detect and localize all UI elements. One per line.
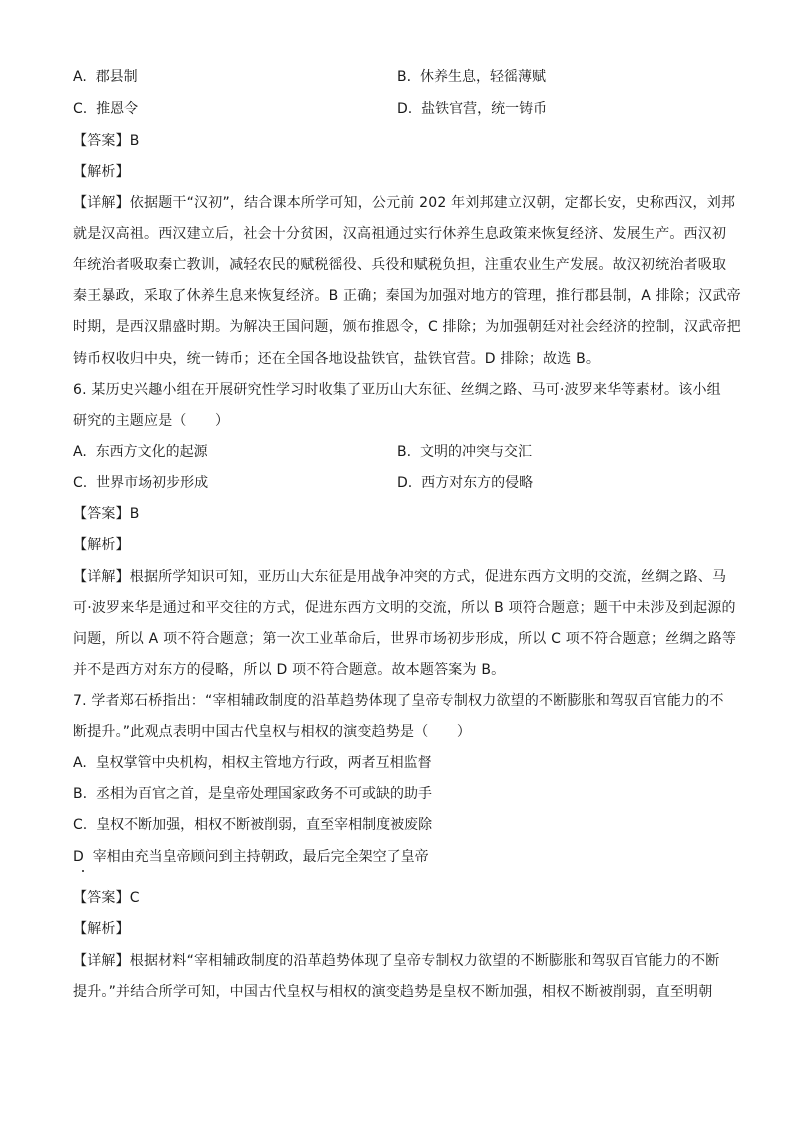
option-text: 宰相由充当皇帝顾问到主持朝政，最后完全架空了皇帝	[92, 849, 429, 865]
option-text: 西方对东方的侵略	[421, 475, 534, 491]
q5-answer: 【答案】B	[73, 133, 140, 149]
option-key: A.	[73, 69, 87, 85]
q7-stem: 7. 学者郑石桥指出：“宰相辅政制度的沿革趋势体现了皇帝专制权力欲望的不断膨胀和驾驭百官能力的不	[73, 693, 724, 709]
q5-detail-line: 时期，是西汉鼎盛时期。为解决王国问题，颁布推恩令，C 排除；为加强朝廷对社会经济的控制，汉武帝把	[73, 319, 741, 335]
option-key: C.	[73, 475, 88, 491]
q5-option-a	[73, 66, 138, 86]
q6-detail-line: 可·波罗来华是通过和平交往的方式，促进东西方文明的交流，所以 B 项符合题意；题干中未涉及到起源的	[73, 600, 736, 616]
q6-detail-line: 【详解】根据所学知识可知，亚历山大东征是用战争冲突的方式，促进东西方文明的交流，丝绸之路、马	[73, 569, 727, 585]
q6-answer: 【答案】B	[73, 506, 140, 522]
option-key: B.	[73, 786, 88, 802]
q6-detail-line: 问题，所以 A 项不符合题意；第一次工业革命后，世界市场初步形成，所以 C 项不符合题意；丝绸之路等	[73, 631, 737, 647]
q6-option-b	[397, 441, 532, 461]
q7-detail-line: 提升。”并结合所学可知，中国古代皇权与相权的演变趋势是皇权不断加强，相权不断被削弱，直至明朝	[73, 984, 713, 1000]
q6-option-a	[73, 441, 208, 461]
q5-detail-line: 【详解】依据题干“汉初”，结合课本所学可知，公元前 202 年刘邦建立汉朝，定都长安，史称西汉，刘邦	[73, 195, 736, 211]
q5-detail-line: 秦王暴政，采取了休养生息来恢复经济。B 正确；秦国为加强对地方的管理，推行郡县制，A 排除；汉武帝	[73, 288, 741, 304]
q7-option-a	[73, 752, 432, 772]
option-key: B.	[397, 444, 412, 460]
option-text: 文明的冲突与交汇	[419, 444, 532, 460]
option-text: 东西方文化的起源	[95, 444, 208, 460]
q6-option-d	[397, 472, 533, 492]
option-text: 盐铁官营，统一铸币	[421, 101, 548, 117]
option-text: 皇权不断加强，相权不断被削弱，直至宰相制度被废除	[96, 817, 433, 833]
q6-analysis-label: 【解析】	[73, 537, 130, 553]
option-key: D	[73, 849, 84, 865]
option-key: A.	[73, 444, 87, 460]
q6-detail-line: 并不是西方对东方的侵略，所以 D 项不符合题意。故本题答案为 B。	[73, 662, 506, 678]
option-key: A.	[73, 755, 87, 771]
q5-option-c	[73, 98, 138, 118]
q5-detail-line: 就是汉高祖。西汉建立后，社会十分贫困，汉高祖通过实行休养生息政策来恢复经济、发展生产。西汉初	[73, 226, 727, 242]
option-text: 郡县制	[95, 69, 138, 85]
q5-option-d	[397, 98, 547, 118]
q5-analysis-label: 【解析】	[73, 164, 130, 180]
q7-option-d	[73, 846, 429, 866]
option-text: 世界市场初步形成	[96, 475, 209, 491]
option-text: 皇权掌管中央机构，相权主管地方行政，两者互相监督	[95, 755, 432, 771]
q7-stem: 断提升。”此观点表明中国古代皇权与相权的演变趋势是（ ）	[73, 724, 472, 740]
q5-detail-line: 年统治者吸取秦亡教训，减轻农民的赋税徭役、兵役和赋税负担，注重农业生产发展。故汉初统治者吸取	[73, 257, 727, 273]
option-key: C.	[73, 101, 88, 117]
option-key: D.	[397, 101, 413, 117]
q6-option-c	[73, 472, 208, 492]
q7-answer: 【答案】C	[73, 890, 140, 906]
q7-option-b	[73, 783, 432, 803]
q5-option-b	[397, 66, 546, 86]
option-key: C.	[73, 817, 88, 833]
q6-stem: 研究的主题应是（ ）	[73, 413, 230, 429]
q5-detail-line: 铸币权收归中央，统一铸币；还在全国各地设盐铁官，盐铁官营。D 排除；故选 B。	[73, 351, 601, 367]
option-text: 推恩令	[96, 101, 139, 117]
q6-stem: 6. 某历史兴趣小组在开展研究性学习时收集了亚历山大东征、丝绸之路、马可·波罗来华等素材。该小组	[73, 382, 721, 398]
stray-dot	[82, 870, 84, 872]
option-text: 休养生息，轻徭薄赋	[419, 69, 546, 85]
q7-analysis-label: 【解析】	[73, 921, 130, 937]
q7-option-c	[73, 814, 432, 834]
option-text: 丞相为百官之首，是皇帝处理国家政务不可或缺的助手	[95, 786, 432, 802]
option-key: D.	[397, 475, 413, 491]
q7-detail-line: 【详解】根据材料“宰相辅政制度的沿革趋势体现了皇帝专制权力欲望的不断膨胀和驾驭百官能力的不断	[73, 953, 720, 969]
option-key: B.	[397, 69, 412, 85]
